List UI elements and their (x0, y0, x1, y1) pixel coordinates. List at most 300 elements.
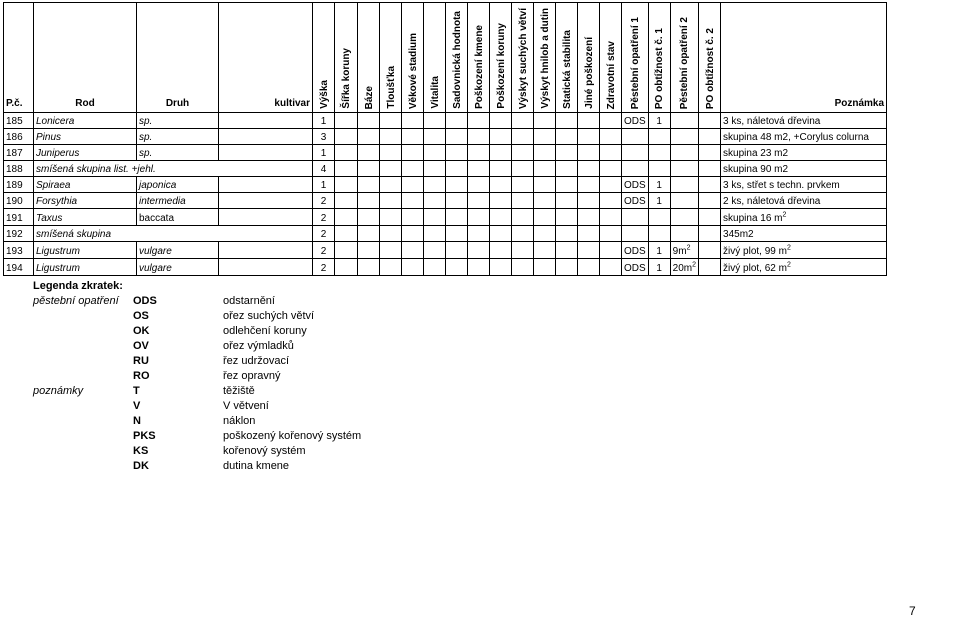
cell-obtiznost1 (648, 145, 670, 161)
cell-empty (512, 129, 534, 145)
cell-empty (402, 145, 424, 161)
cell-empty (468, 209, 490, 226)
cell-empty (424, 177, 446, 193)
cell-empty (490, 113, 512, 129)
legend-code: DK (133, 460, 149, 472)
cell-pc: 186 (4, 129, 34, 145)
cell-obtiznost2 (699, 193, 721, 209)
cell-druh: intermedia (137, 193, 219, 209)
cell-empty (468, 145, 490, 161)
cell-druh: sp. (137, 145, 219, 161)
cell-vyska: 1 (313, 113, 335, 129)
cell-empty (600, 145, 622, 161)
cell-empty (534, 113, 556, 129)
cell-obtiznost1 (648, 129, 670, 145)
cell-pc: 189 (4, 177, 34, 193)
cell-opatreni2: $20m^2$ (670, 259, 698, 276)
cell-opatreni2 (670, 129, 698, 145)
legend-description: ořez suchých větví (223, 310, 315, 322)
cell-vyska: 3 (313, 129, 335, 145)
cell-empty (380, 113, 402, 129)
cell-empty (556, 161, 578, 177)
cell-empty (358, 129, 380, 145)
cell-empty (380, 193, 402, 209)
cell-empty (358, 226, 380, 242)
legend-description: V větvení (223, 400, 269, 412)
cell-empty (402, 193, 424, 209)
legend-description: dutina kmene (223, 460, 290, 472)
cell-empty (534, 209, 556, 226)
cell-empty (556, 259, 578, 276)
cell-empty (512, 113, 534, 129)
legend-group-label (33, 444, 133, 459)
cell-vyska: 2 (313, 226, 335, 242)
cell-opatreni1: ODS (622, 193, 649, 209)
cell-empty (600, 113, 622, 129)
legend-row (33, 429, 361, 444)
cell-empty (358, 209, 380, 226)
header-poznamka: Poznámka (721, 3, 887, 113)
cell-poznamka: skupina 48 m2, +Corylus colurna (721, 129, 887, 145)
cell-empty (446, 209, 468, 226)
cell-empty (556, 209, 578, 226)
cell-empty (468, 259, 490, 276)
cell-opatreni2 (670, 161, 698, 177)
cell-empty (468, 177, 490, 193)
legend-description: řez opravný (223, 370, 281, 382)
cell-obtiznost2 (699, 161, 721, 177)
cell-empty (600, 226, 622, 242)
cell-empty (424, 193, 446, 209)
cell-empty (358, 259, 380, 276)
cell-empty (512, 193, 534, 209)
table-row (4, 193, 887, 209)
cell-opatreni2 (670, 209, 698, 226)
cell-empty (556, 129, 578, 145)
legend-row (33, 399, 361, 414)
cell-empty (424, 226, 446, 242)
header-druh: Druh (137, 3, 219, 113)
cell-empty (600, 177, 622, 193)
cell-opatreni1 (622, 145, 649, 161)
cell-rod: smíšená skupina list. +jehl. (34, 161, 313, 177)
cell-poznamka: živý plot, 99 $m^2$ (721, 242, 887, 259)
cell-empty (468, 242, 490, 259)
cell-obtiznost2 (699, 259, 721, 276)
cell-empty (578, 129, 600, 145)
legend-row (33, 354, 361, 369)
cell-obtiznost1: 1 (648, 242, 670, 259)
legend-row (33, 414, 361, 429)
cell-empty (578, 161, 600, 177)
cell-pc: 192 (4, 226, 34, 242)
cell-kultivar (219, 177, 313, 193)
header-obtiznost2: PO obtížnost č. 2 (699, 3, 721, 113)
header-vyska: Výška (313, 3, 335, 113)
cell-empty (556, 193, 578, 209)
cell-poznamka: skupina 23 m2 (721, 145, 887, 161)
cell-empty (512, 145, 534, 161)
cell-empty (335, 226, 358, 242)
cell-empty (335, 129, 358, 145)
legend-group-label (33, 459, 133, 474)
cell-empty (446, 226, 468, 242)
legend-group-label (33, 354, 133, 369)
page-number: 7 (909, 604, 916, 618)
legend-group-label (33, 309, 133, 324)
header-vitalita: Vitalita (424, 3, 446, 113)
cell-empty (578, 177, 600, 193)
cell-empty (534, 259, 556, 276)
cell-poznamka: 3 ks, střet s techn. prvkem (721, 177, 887, 193)
cell-empty (534, 161, 556, 177)
cell-empty (490, 129, 512, 145)
cell-empty (468, 161, 490, 177)
cell-empty (335, 193, 358, 209)
cell-vyska: 2 (313, 259, 335, 276)
legend-row (33, 324, 361, 339)
cell-empty (578, 226, 600, 242)
cell-opatreni1: ODS (622, 242, 649, 259)
cell-empty (534, 226, 556, 242)
cell-empty (468, 226, 490, 242)
cell-rod: smíšená skupina (34, 226, 313, 242)
cell-obtiznost2 (699, 113, 721, 129)
header-opatreni2: Pěstební opatření 2 (670, 3, 698, 113)
cell-empty (335, 161, 358, 177)
legend-code: OV (133, 340, 149, 352)
cell-empty (490, 242, 512, 259)
header-obtiznost1: PO obtížnost č. 1 (648, 3, 670, 113)
legend-description: těžiště (223, 385, 255, 397)
cell-opatreni2: $9m^2$ (670, 242, 698, 259)
cell-empty (358, 193, 380, 209)
cell-obtiznost2 (699, 177, 721, 193)
legend-group-label: poznámky (33, 385, 84, 397)
cell-empty (512, 242, 534, 259)
header-vekove: Věkové stadium (402, 3, 424, 113)
cell-empty (600, 209, 622, 226)
cell-vyska: 2 (313, 193, 335, 209)
cell-empty (424, 209, 446, 226)
cell-kultivar (219, 259, 313, 276)
header-pc: P.č. (4, 3, 34, 113)
cell-empty (534, 129, 556, 145)
cell-empty (468, 113, 490, 129)
cell-empty (446, 259, 468, 276)
cell-empty (578, 259, 600, 276)
cell-empty (402, 177, 424, 193)
header-sadovnicka: Sadovnická hodnota (446, 3, 468, 113)
legend-group-label (33, 414, 133, 429)
header-opatreni1: Pěstební opatření 1 (622, 3, 649, 113)
cell-poznamka: 345m2 (721, 226, 887, 242)
cell-vyska: 1 (313, 177, 335, 193)
table-row (4, 161, 887, 177)
cell-empty (335, 113, 358, 129)
table-row (4, 242, 887, 259)
cell-rod: Forsythia (34, 193, 137, 209)
cell-empty (600, 161, 622, 177)
legend-group-label (33, 324, 133, 339)
legend-description: poškozený kořenový systém (223, 430, 362, 442)
cell-empty (578, 209, 600, 226)
legend-code: RO (133, 370, 150, 382)
cell-empty (424, 259, 446, 276)
cell-pc: 185 (4, 113, 34, 129)
legend-description: řez udržovací (223, 355, 290, 367)
cell-rod: Ligustrum (34, 259, 137, 276)
cell-empty (335, 145, 358, 161)
cell-obtiznost2 (699, 209, 721, 226)
cell-empty (556, 145, 578, 161)
cell-pc: 193 (4, 242, 34, 259)
legend-description: ořez výmladků (223, 340, 294, 352)
cell-empty (335, 259, 358, 276)
cell-rod: Juniperus (34, 145, 137, 161)
cell-empty (446, 145, 468, 161)
cell-rod: Pinus (34, 129, 137, 145)
cell-opatreni1: ODS (622, 113, 649, 129)
cell-empty (446, 193, 468, 209)
cell-kultivar (219, 193, 313, 209)
legend-group-label (33, 399, 133, 414)
cell-empty (490, 145, 512, 161)
cell-empty (424, 242, 446, 259)
cell-opatreni2 (670, 145, 698, 161)
cell-poznamka: 3 ks, náletová dřevina (721, 113, 887, 129)
cell-empty (335, 177, 358, 193)
legend-description: odlehčení koruny (223, 325, 307, 337)
header-jine: Jiné poškození (578, 3, 600, 113)
legend-title: Legenda zkratek: (33, 280, 123, 292)
cell-empty (468, 129, 490, 145)
table-row (4, 259, 887, 276)
cell-empty (446, 161, 468, 177)
cell-empty (358, 145, 380, 161)
cell-empty (490, 209, 512, 226)
cell-empty (578, 193, 600, 209)
cell-opatreni1 (622, 129, 649, 145)
cell-opatreni1 (622, 226, 649, 242)
cell-empty (358, 113, 380, 129)
cell-empty (512, 177, 534, 193)
table-row (4, 226, 887, 242)
cell-empty (424, 161, 446, 177)
cell-rod: Spiraea (34, 177, 137, 193)
cell-rod: Lonicera (34, 113, 137, 129)
cell-druh: baccata (137, 209, 219, 226)
cell-obtiznost2 (699, 145, 721, 161)
cell-empty (446, 242, 468, 259)
cell-poznamka: 2 ks, náletová dřevina (721, 193, 887, 209)
cell-poznamka: skupina 16 $m^2$ (721, 209, 887, 226)
legend-code: KS (133, 445, 149, 457)
cell-poznamka: živý plot, 62 $m^2$ (721, 259, 887, 276)
cell-kultivar (219, 129, 313, 145)
legend-row (33, 384, 361, 399)
cell-pc: 190 (4, 193, 34, 209)
legend-row (33, 369, 361, 384)
cell-pc: 194 (4, 259, 34, 276)
cell-empty (490, 259, 512, 276)
inventory-table (3, 2, 887, 276)
cell-empty (402, 129, 424, 145)
cell-empty (512, 226, 534, 242)
legend-body (33, 294, 361, 474)
legend-row (33, 294, 361, 309)
cell-rod: Ligustrum (34, 242, 137, 259)
legend-row (33, 444, 361, 459)
legend-code: T (133, 385, 140, 397)
header-rod: Rod (34, 3, 137, 113)
cell-empty (490, 193, 512, 209)
cell-empty (380, 209, 402, 226)
cell-empty (512, 259, 534, 276)
cell-empty (446, 177, 468, 193)
cell-obtiznost1: 1 (648, 113, 670, 129)
legend-code: OK (133, 325, 150, 337)
cell-opatreni1 (622, 161, 649, 177)
table-row (4, 209, 887, 226)
legend-code: OS (133, 310, 149, 322)
cell-empty (600, 242, 622, 259)
header-hniloby: Výskyt hnilob a dutin (534, 3, 556, 113)
cell-empty (402, 161, 424, 177)
cell-empty (512, 209, 534, 226)
cell-pc: 187 (4, 145, 34, 161)
cell-empty (578, 242, 600, 259)
cell-obtiznost1 (648, 209, 670, 226)
cell-obtiznost1: 1 (648, 259, 670, 276)
cell-opatreni2 (670, 193, 698, 209)
legend (33, 279, 361, 474)
cell-obtiznost2 (699, 242, 721, 259)
header-tloustka: Tloušťka (380, 3, 402, 113)
header-zdravotni: Zdravotní stav (600, 3, 622, 113)
cell-empty (534, 193, 556, 209)
cell-empty (402, 242, 424, 259)
cell-empty (380, 259, 402, 276)
cell-druh: japonica (137, 177, 219, 193)
legend-description: kořenový systém (223, 445, 306, 457)
cell-vyska: 2 (313, 242, 335, 259)
legend-code: N (133, 415, 141, 427)
cell-empty (335, 242, 358, 259)
cell-empty (380, 145, 402, 161)
legend-row (33, 309, 361, 324)
cell-empty (600, 129, 622, 145)
cell-empty (534, 145, 556, 161)
cell-druh: sp. (137, 113, 219, 129)
header-staticka: Statická stabilita (556, 3, 578, 113)
cell-empty (446, 129, 468, 145)
cell-empty (424, 145, 446, 161)
cell-empty (578, 145, 600, 161)
cell-empty (335, 209, 358, 226)
legend-group-label (33, 369, 133, 384)
cell-pc: 188 (4, 161, 34, 177)
cell-opatreni2 (670, 113, 698, 129)
cell-empty (556, 226, 578, 242)
cell-empty (556, 177, 578, 193)
cell-kultivar (219, 242, 313, 259)
cell-empty (358, 242, 380, 259)
legend-row (33, 459, 361, 474)
cell-opatreni2 (670, 177, 698, 193)
cell-obtiznost1: 1 (648, 193, 670, 209)
legend-group-label (33, 339, 133, 354)
cell-empty (490, 161, 512, 177)
cell-kultivar (219, 113, 313, 129)
header-poskozeni-kmene: Poškození kmene (468, 3, 490, 113)
cell-vyska: 2 (313, 209, 335, 226)
legend-code: V (133, 400, 141, 412)
cell-empty (600, 259, 622, 276)
cell-empty (556, 113, 578, 129)
table-row (4, 145, 887, 161)
cell-obtiznost2 (699, 226, 721, 242)
legend-row (33, 339, 361, 354)
cell-empty (402, 259, 424, 276)
cell-druh: vulgare (137, 259, 219, 276)
legend-description: odstarnění (223, 295, 275, 307)
cell-opatreni1: ODS (622, 259, 649, 276)
cell-empty (380, 242, 402, 259)
table-row (4, 113, 887, 129)
header-poskozeni-koruny: Poškození koruny (490, 3, 512, 113)
cell-vyska: 4 (313, 161, 335, 177)
table-row (4, 177, 887, 193)
header-suche-vetve: Výskyt suchých větví (512, 3, 534, 113)
cell-empty (380, 177, 402, 193)
cell-pc: 191 (4, 209, 34, 226)
cell-empty (380, 161, 402, 177)
cell-obtiznost2 (699, 129, 721, 145)
cell-vyska: 1 (313, 145, 335, 161)
cell-empty (402, 226, 424, 242)
cell-opatreni1 (622, 209, 649, 226)
cell-empty (380, 129, 402, 145)
cell-kultivar (219, 209, 313, 226)
header-sirka: Šířka koruny (335, 3, 358, 113)
cell-empty (358, 161, 380, 177)
cell-empty (600, 193, 622, 209)
header-baze: Báze (358, 3, 380, 113)
cell-rod: Taxus (34, 209, 137, 226)
cell-empty (446, 113, 468, 129)
legend-code: ODS (133, 295, 157, 307)
cell-empty (424, 129, 446, 145)
legend-description: náklon (223, 415, 256, 427)
table-header-row (4, 3, 887, 113)
cell-empty (578, 113, 600, 129)
cell-opatreni2 (670, 226, 698, 242)
cell-empty (402, 113, 424, 129)
cell-empty (534, 177, 556, 193)
legend-code: RU (133, 355, 149, 367)
cell-empty (380, 226, 402, 242)
cell-obtiznost1 (648, 226, 670, 242)
cell-empty (424, 113, 446, 129)
table-row (4, 129, 887, 145)
cell-empty (490, 226, 512, 242)
legend-group-label: pěstební opatření (33, 295, 119, 307)
cell-druh: sp. (137, 129, 219, 145)
cell-empty (512, 161, 534, 177)
legend-code: PKS (133, 430, 156, 442)
cell-empty (490, 177, 512, 193)
